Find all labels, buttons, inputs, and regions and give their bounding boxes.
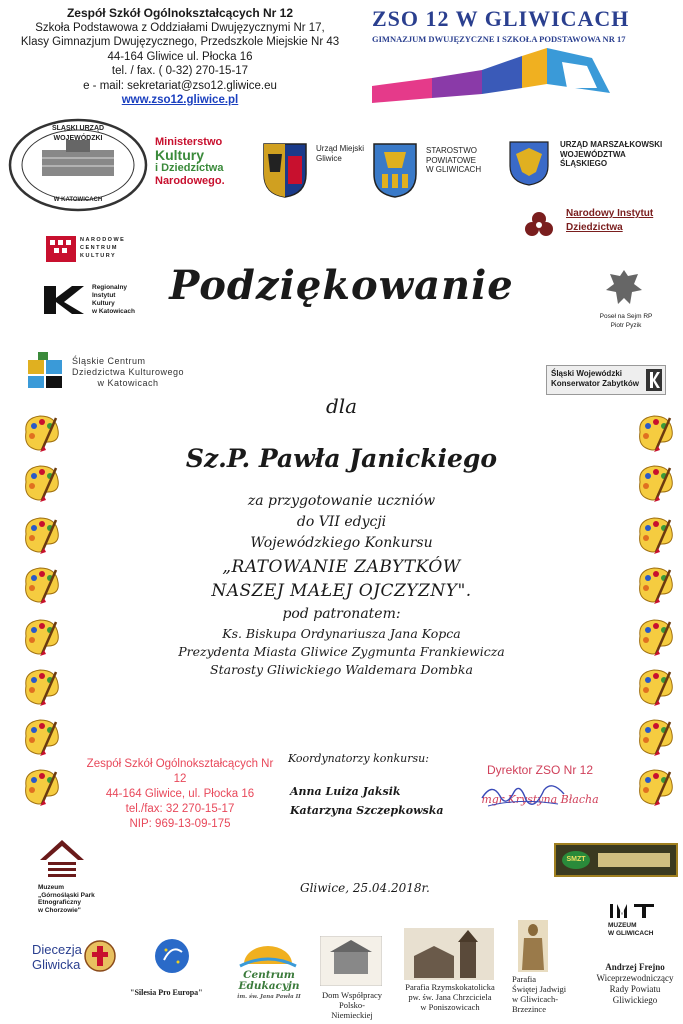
stamp-line: 44-164 Gliwice, ul. Płocka 16 <box>105 788 255 800</box>
frejno-line: Rady Powiatu <box>609 984 661 994</box>
address-line: Szkoła Podstawowa z Oddziałami Dwujęzycznymi Nr 17, <box>35 21 325 34</box>
muzeum-gliwice-label <box>608 922 654 938</box>
school-name: Zespół Szkół Ogólnokształcących Nr 12 <box>66 6 294 20</box>
ministerstwo-line: Ministerstwo <box>155 136 223 148</box>
contest-name-line: NASZEJ MAŁEJ OJCZYZNY". <box>211 581 472 601</box>
patron-line: Prezydenta Miasta Gliwice Zygmunta Frankiewicza <box>178 644 505 659</box>
stamp-line: tel./fax: 32 270-15-17 <box>125 803 235 815</box>
reason-line: za przygotowanie uczniów <box>247 493 436 509</box>
gliwice-coat-of-arms-icon <box>262 142 308 198</box>
stamp-line: NIP: 969-13-09-175 <box>129 818 231 830</box>
starostwo-coat-of-arms-icon <box>372 142 418 198</box>
school-address-block <box>10 6 350 108</box>
silesia-pro-europa-icon <box>154 938 190 974</box>
zso12-logo <box>372 6 672 44</box>
place-and-date: Gliwice, 25.04.2018r. <box>300 881 430 895</box>
church-poniszowice-icon <box>404 928 494 980</box>
coordinators-label: Koordynatorzy konkursu: <box>288 752 429 765</box>
konserwator-line: Konserwator Zabytków <box>551 379 640 388</box>
dom-wspolpracy-emblem-icon <box>320 936 382 986</box>
coordinator-name: Anna Luiza Jaksik <box>290 785 401 798</box>
address-line: 44-164 Gliwice ul. Płocka 16 <box>107 50 253 63</box>
ministerstwo-line: Kultury <box>155 147 204 163</box>
palette-icon <box>634 716 674 756</box>
coordinator-name: Katarzyna Szczepkowska <box>290 804 444 817</box>
starostwo-line: STAROSTWO <box>426 146 477 155</box>
frejno-line: Gliwickiego <box>612 995 658 1005</box>
patron-line: Ks. Biskupa Ordynariusza Jana Kopca <box>222 626 461 641</box>
zso12-logo-title: ZSO 12 W GLIWICACH <box>372 6 630 31</box>
nid-line: Dziedzictwa <box>566 222 623 233</box>
posel-line: Piotr Pyzik <box>610 322 642 329</box>
marszalkowski-line: URZĄD MARSZAŁKOWSKI <box>560 140 663 149</box>
stamp-line: Zespół Szkół Ogólnokształcących Nr 12 <box>86 758 274 785</box>
parafia-jadwiga-label <box>512 974 568 1014</box>
certificate-body <box>0 491 683 679</box>
diecezja-crest-icon <box>84 940 116 972</box>
starostwo-line: W GLIWICACH <box>426 165 482 174</box>
muzeum-gpe-line: w Chorzowie" <box>38 906 81 914</box>
palette-icon <box>20 716 60 756</box>
urzad-miejski-logo <box>316 144 364 163</box>
nck-logo <box>80 236 125 260</box>
coordinators-list <box>290 782 443 820</box>
posel-line: Poseł na Sejm RP <box>599 313 653 320</box>
parafia-jan-line: Parafia Rzymskokatolicka <box>405 982 495 992</box>
muzeum-gpe-label <box>38 884 95 914</box>
urzad-marszalkowski-logo <box>560 140 662 169</box>
scdk-line: w Katowicach <box>97 378 159 388</box>
nck-logo-icon <box>46 236 76 262</box>
starostwo-line: POWIATOWE <box>426 155 476 165</box>
slaskie-eagle-icon <box>508 140 550 186</box>
urzad-miejski-line: Gliwice <box>316 153 342 163</box>
scdk-line: Śląskie Centrum <box>72 356 146 366</box>
marszalkowski-line: ŚLĄSKIEGO <box>560 159 608 168</box>
muzeum-gliwice-icon <box>608 900 660 920</box>
smzt-banner <box>598 853 670 867</box>
muzeum-gpe-line: Muzeum <box>38 884 64 891</box>
frejno-line: Andrzej Frejno <box>605 962 665 972</box>
zso12-logo-graphic <box>372 48 622 106</box>
director-stamp-line: mgr Krystyna Błacha <box>481 793 599 806</box>
rik-line: Kultury <box>92 300 115 307</box>
diecezja-line: Gliwicka <box>32 957 81 972</box>
email-line: e - mail: sekretariat@zso12.gliwice.eu <box>83 79 277 92</box>
nid-trefoil-icon <box>522 210 556 238</box>
dom-wspolpracy-line: Polsko- <box>339 1000 365 1010</box>
centrum-edukacji-sun-icon <box>238 942 298 968</box>
address-line: Klasy Gimnazjum Dwujęzycznego, Przedszkole Miejskie Nr 43 <box>20 36 340 48</box>
nck-line: KULTURY <box>80 253 117 259</box>
palette-icon <box>634 766 674 806</box>
konserwator-k-icon <box>646 369 662 391</box>
dom-wspolpracy-line: Dom Współpracy <box>321 990 383 1000</box>
centrum-edukacji-line: Centrum Edukacyjn <box>238 969 300 992</box>
palette-icon <box>20 766 60 806</box>
website-link[interactable]: www.zso12.gliwice.pl <box>121 94 239 106</box>
dom-wspolpracy-label <box>314 990 390 1020</box>
rik-line: Instytut <box>92 292 116 299</box>
rik-line: w Katowicach <box>92 308 135 315</box>
parafia-jadwiga-line: w Gliwicach- <box>512 994 559 1004</box>
urzad-miejski-line: Urząd Miejski <box>316 144 365 153</box>
nid-line: Narodowy Instytut <box>566 208 654 219</box>
certificate-title: Podziękowanie <box>169 262 514 309</box>
konserwator-zabytkow-logo <box>546 365 666 395</box>
recipient-name: Sz.P. Pawła Janickiego <box>185 444 498 473</box>
phone-line: tel. / fax. ( 0-32) 270-15-17 <box>111 65 249 77</box>
zso12-logo-subtitle: GIMNAZJUM DWUJĘZYCZNE I SZKOŁA PODSTAWOWA NR 17 <box>372 34 626 44</box>
smzt-badge: SMZT <box>562 851 590 869</box>
konserwator-line: Śląski Wojewódzki <box>551 369 622 378</box>
scdk-line: Dziedzictwa Kulturowego <box>72 367 185 377</box>
reason-line: Wojewódzkiego Konkursu <box>250 535 433 551</box>
nid-logo <box>566 207 653 235</box>
starostwo-logo <box>426 146 481 175</box>
parafia-jan-line: w Poniszowicach <box>420 1002 480 1012</box>
reason-line: do VII edycji <box>296 514 387 530</box>
frejno-label <box>590 962 680 1006</box>
centrum-edukacji-line: im. św. Jana Pawła II <box>237 994 301 1000</box>
parafia-jan-label <box>398 982 502 1012</box>
contest-name-line: „RATOWANIE ZABYTKÓW <box>222 557 461 577</box>
centrum-edukacji-label <box>222 970 316 1003</box>
slaski-urzad-wojewodzki-logo <box>8 118 148 217</box>
rik-line: Regionalny <box>92 284 128 291</box>
diecezja-line: Diecezja <box>32 942 82 957</box>
muzeum-gliwice-line: W GLIWICACH <box>608 930 654 937</box>
saint-jadwiga-icon <box>518 920 548 972</box>
marszalkowski-line: WOJEWÓDZTWA <box>560 149 626 159</box>
ministerstwo-line: Narodowego. <box>155 175 225 187</box>
diecezja-label <box>32 942 82 972</box>
dla-label: dla <box>325 394 358 418</box>
smzt-logo <box>554 843 678 877</box>
scdk-logo <box>72 356 184 389</box>
patron-line: Starosty Gliwickiego Waldemara Dombka <box>210 662 473 677</box>
muzeum-gliwice-line: MUZEUM <box>608 922 637 929</box>
parafia-jadwiga-line: Brzezince <box>512 1004 546 1014</box>
silesia-pro-europa-label: "Silesia Pro Europa" <box>130 988 203 997</box>
school-stamp <box>80 757 280 832</box>
muzeum-gpe-logo-icon <box>38 838 86 880</box>
muzeum-gpe-line: Etnograficzny <box>38 899 81 906</box>
slaski-urzad-city: W KATOWICACH <box>53 197 103 203</box>
slaski-urzad-label: ŚLĄSKI URZĄD WOJEWÓDZKI <box>51 125 105 142</box>
parafia-jan-line: pw. św. Jana Chrzciciela <box>408 992 492 1002</box>
ministerstwo-line: i Dziedzictwa <box>155 162 224 174</box>
dom-wspolpracy-line: Niemieckiej <box>331 1010 373 1020</box>
posel-label <box>592 312 660 330</box>
muzeum-gpe-line: „Górnośląski Park <box>38 891 95 899</box>
scdk-logo-icon <box>28 352 64 388</box>
nck-line: NARODOWE <box>80 237 126 243</box>
ministerstwo-kultury-logo <box>155 136 225 188</box>
parafia-jadwiga-line: Parafia <box>512 974 537 984</box>
patronage-label: pod patronatem: <box>282 606 401 622</box>
nck-line: CENTRUM <box>80 245 118 251</box>
parafia-jadwiga-line: Świętej Jadwigi <box>512 984 567 994</box>
director-stamp-line: Dyrektor ZSO Nr 12 <box>486 763 594 777</box>
director-signature <box>478 778 568 814</box>
frejno-line: Wiceprzewodniczący <box>596 973 674 983</box>
